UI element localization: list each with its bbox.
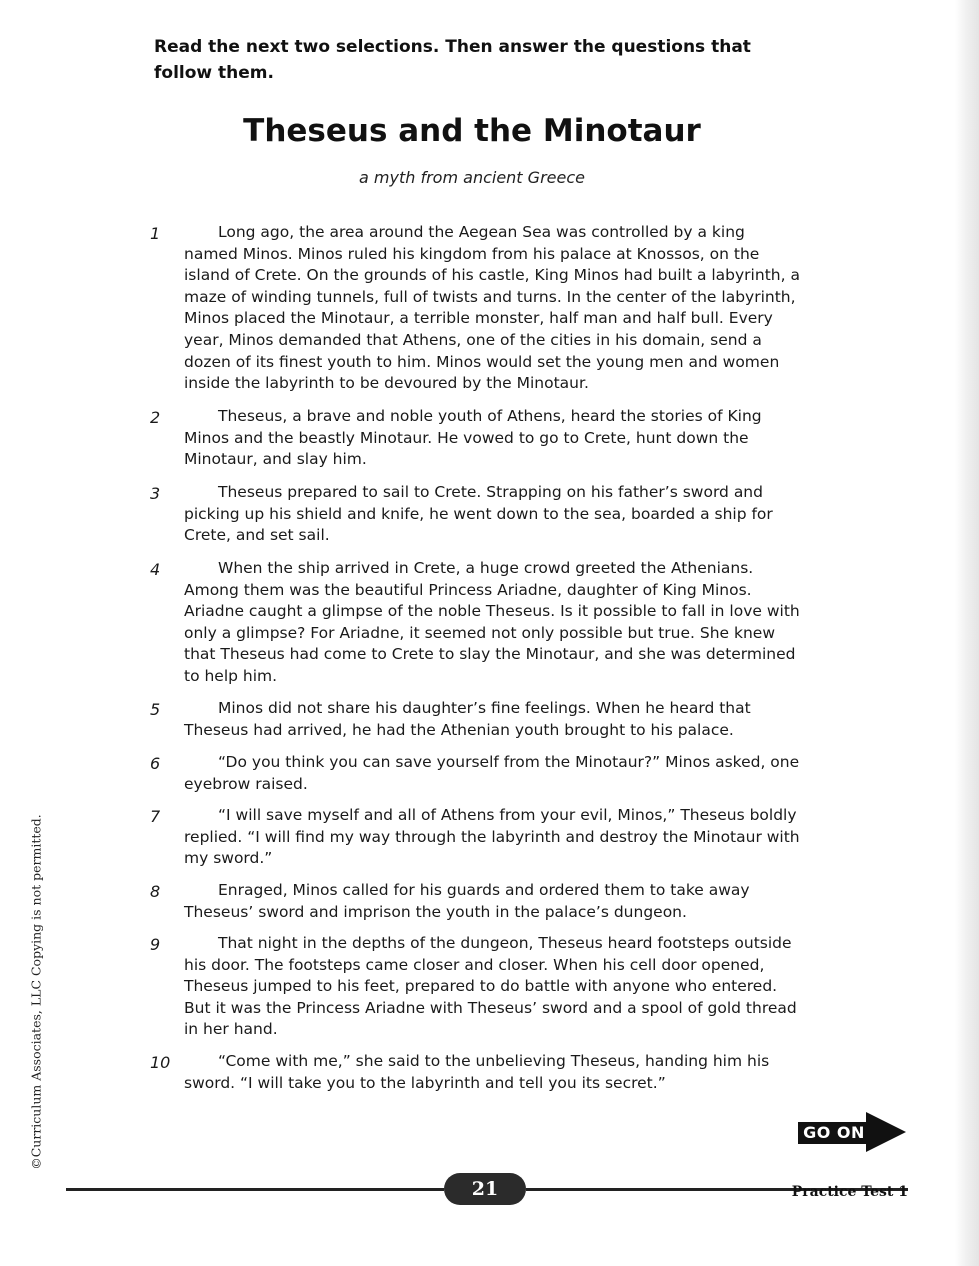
go-on-label: GO ON	[798, 1122, 870, 1144]
paragraph-text: When the ship arrived in Crete, a huge crowd greeted the Athenians. Among them was the beautiful Princess Ariadne, daughter of King Minos. Ariadne caught a glimpse of the noble Theseus. Is it possible to fall in love with only a glimpse? For Ariadne, it seemed not only possible but true. She knew that Theseus had come to Crete to slay the Minotaur, and she was determined to help him.	[184, 559, 800, 685]
paragraph-number: 5	[150, 700, 161, 719]
paragraph-number: 3	[150, 484, 161, 503]
selection-title: Theseus and the Minotaur	[243, 113, 701, 149]
paragraph-number: 6	[150, 754, 161, 773]
paragraph-number: 9	[150, 935, 161, 954]
instructions: Read the next two selections. Then answer the questions that follow them.	[154, 37, 751, 83]
paragraph-number: 1	[150, 224, 161, 243]
selection-subtitle: a myth from ancient Greece	[359, 168, 585, 187]
paragraph-number: 2	[150, 408, 161, 427]
copyright-text: ©Curriculum Associates, LLC Copying is not permitted.	[28, 814, 44, 1170]
paragraph-text: Theseus prepared to sail to Crete. Strapping on his father’s sword and picking up his shield and knife, he went down to the sea, boarded a ship for Crete, and set sail.	[184, 483, 773, 545]
page-number: 21	[444, 1173, 526, 1205]
paragraph-number: 7	[150, 807, 161, 826]
paragraph-text: Long ago, the area around the Aegean Sea was controlled by a king named Minos. Minos ruled his kingdom from his palace at Knossos, on the island of Crete. On the grounds of his castle, King Minos had built a labyrinth, a maze of winding tunnels, full of twists and turns. In the center of the labyrinth, Minos placed the Minotaur, a terrible monster, half man and half bull. Every year, Minos demanded that Athens, one of the cities in his domain, send a dozen of its finest youth to him. Minos would set the young men and women inside the labyrinth to be devoured by the Minotaur.	[184, 223, 800, 393]
paragraph-text: Enraged, Minos called for his guards and ordered them to take away Theseus’ sword and imprison the youth in the palace’s dungeon.	[184, 881, 750, 921]
paragraph-text: That night in the depths of the dungeon, Theseus heard footsteps outside his door. The footsteps came closer and closer. When his cell door opened, Theseus jumped to his feet, prepared to do battle with anyone who entered. But it was the Princess Ariadne with Theseus’ sword and a spool of gold thread in her hand.	[184, 934, 797, 1039]
page-edge-shadow	[955, 0, 979, 1266]
paragraph-text: “I will save myself and all of Athens from your evil, Minos,” Theseus boldly replied. “I will find my way through the labyrinth and destroy the Minotaur with my sword.”	[184, 806, 800, 868]
paragraph-number: 4	[150, 560, 161, 579]
paragraph-text: “Come with me,” she said to the unbelieving Theseus, handing him his sword. “I will take you to the labyrinth and tell you its secret.”	[184, 1052, 770, 1092]
go-on-indicator	[796, 1110, 908, 1154]
footer-label: Practice Test 1	[791, 1184, 908, 1200]
paragraph-text: Theseus, a brave and noble youth of Athens, heard the stories of King Minos and the beastly Minotaur. He vowed to go to Crete, hunt down the Minotaur, and slay him.	[184, 407, 762, 469]
paragraph-text: Minos did not share his daughter’s fine feelings. When he heard that Theseus had arrived, he had the Athenian youth brought to his palace.	[184, 699, 751, 739]
footer-rule-left	[66, 1188, 444, 1191]
paragraph-number: 10	[150, 1053, 171, 1072]
paragraph-number: 8	[150, 882, 161, 901]
paragraph-text: “Do you think you can save yourself from the Minotaur?” Minos asked, one eyebrow raised.	[184, 753, 800, 793]
